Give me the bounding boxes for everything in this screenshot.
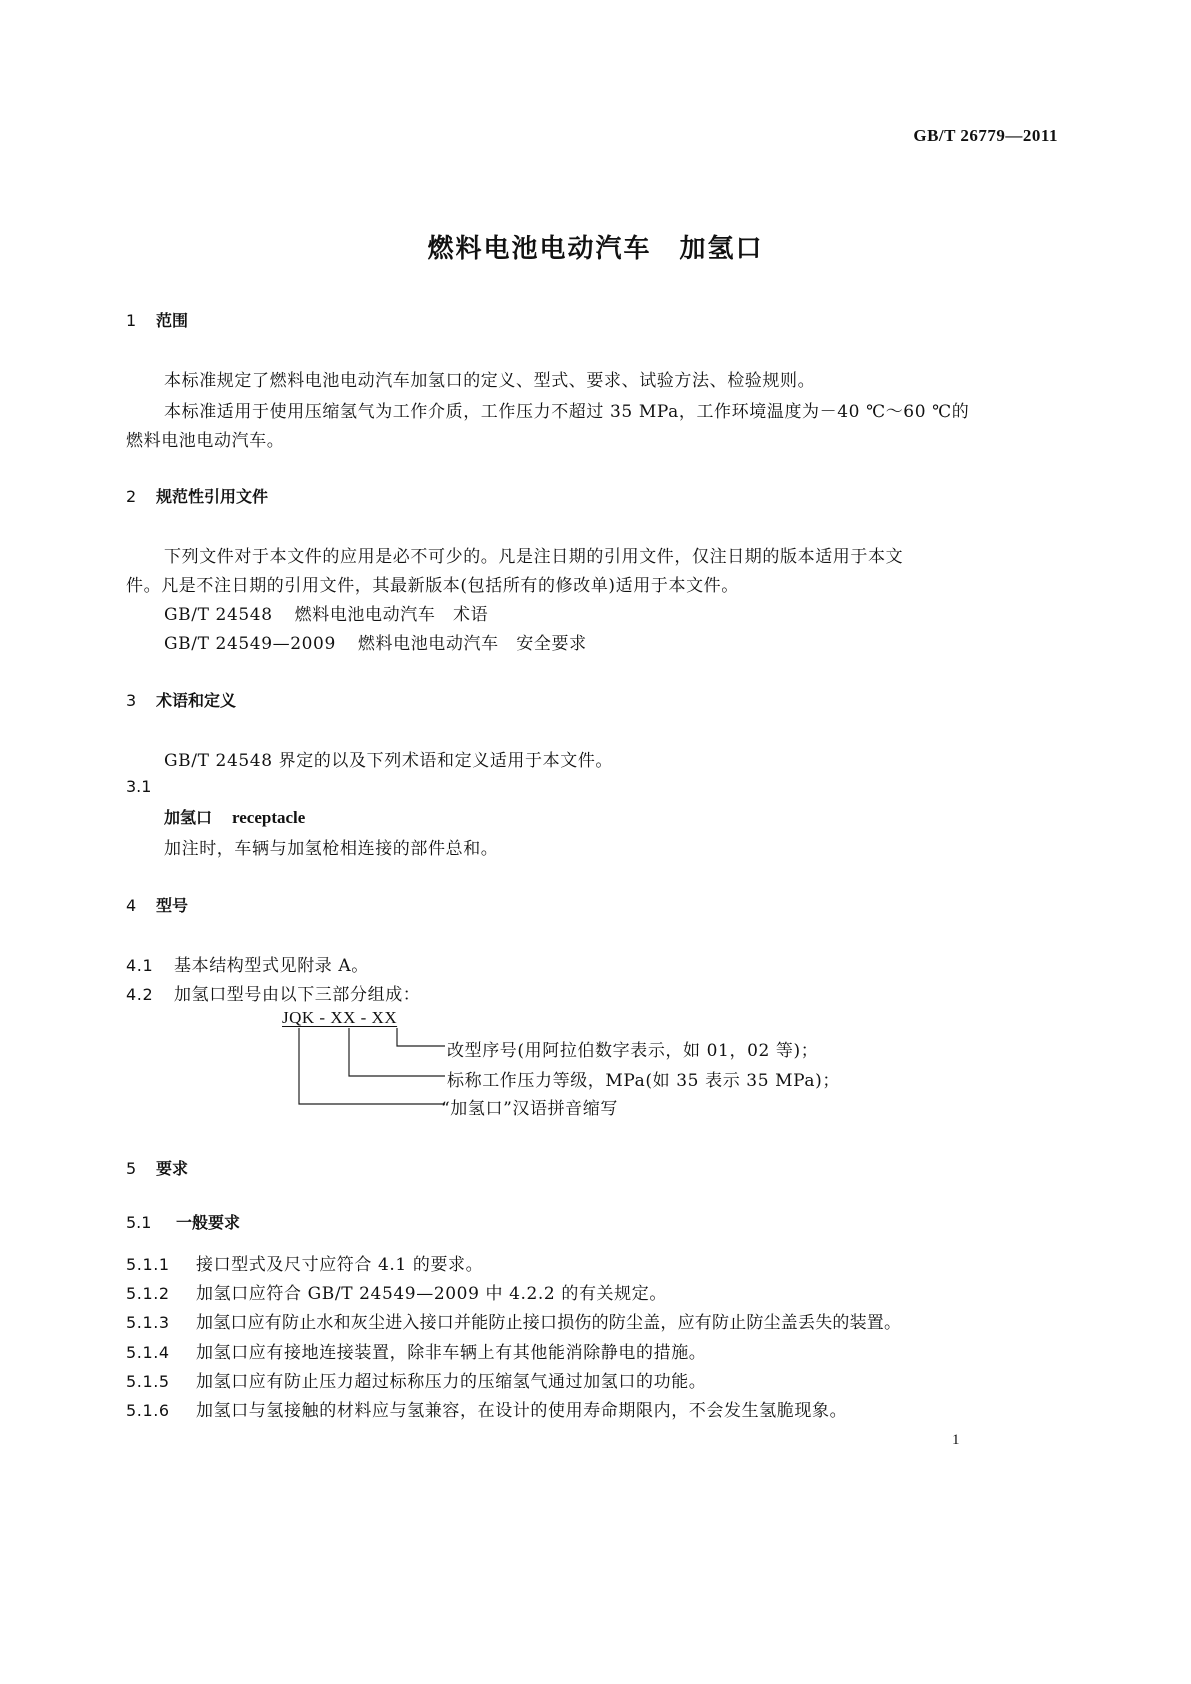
designation-connector-lines [280,1028,460,1110]
clause-number: 5.1.5 [126,1372,170,1391]
paragraph-line: 燃料电池电动汽车。 [126,431,285,451]
clause-text: 基本结构型式见附录 A。 [174,956,369,976]
subsection-number: 5.1 [126,1213,152,1232]
clause-5-1-4 [126,1338,706,1363]
clause-4-2 [126,980,420,1005]
reference-title: 燃料电池电动汽车 安全要求 [357,634,587,654]
section-2-heading [126,484,268,507]
clause-5-1-2 [126,1279,667,1304]
clause-text: 接口型式及尺寸应符合 4.1 的要求。 [196,1255,484,1275]
section-number: 3 [126,691,137,710]
subsection-title: 一般要求 [176,1213,241,1232]
section-number: 2 [126,487,137,506]
designation-label-abbreviation: “加氢口”汉语拼音缩写 [441,1099,618,1119]
connector-line-modification [397,1028,445,1046]
term-entry [164,805,305,828]
clause-text: 加氢口与氢接触的材料应与氢兼容，在设计的使用寿命期限内，不会发生氢脆现象。 [196,1401,848,1421]
section-title: 要求 [156,1159,189,1178]
reference-code: GB/T 24549—2009 [164,634,336,654]
clause-number: 4.1 [126,956,154,975]
clause-text: 加氢口应符合 GB/T 24549—2009 中 4.2.2 的有关规定。 [196,1284,667,1304]
section-4-heading [126,893,188,916]
section-title: 规范性引用文件 [156,487,269,506]
paragraph: 本标准规定了燃料电池电动汽车加氢口的定义、型式、要求、试验方法、检验规则。 [164,371,816,391]
page-number: 1 [952,1432,960,1448]
clause-text: 加氢口应有接地连接装置，除非车辆上有其他能消除静电的措施。 [196,1343,707,1363]
section-title: 术语和定义 [156,691,237,710]
clause-text: 加氢口应有防止水和灰尘进入接口并能防止接口损伤的防尘盖，应有防止防尘盖丢失的装置。 [196,1313,902,1333]
standard-number: GB/T 26779—2011 [913,126,1058,145]
clause-number: 5.1.6 [126,1401,170,1420]
paragraph-line: 件。凡是不注日期的引用文件，其最新版本(包括所有的修改单)适用于本文件。 [126,576,739,596]
clause-text: 加氢口应有防止压力超过标称压力的压缩氢气通过加氢口的功能。 [196,1372,707,1392]
normative-reference [164,629,587,654]
clause-number: 4.2 [126,985,154,1004]
paragraph-line: 下列文件对于本文件的应用是必不可少的。凡是注日期的引用文件，仅注日期的版本适用于本文 [164,547,904,567]
paragraph: GB/T 24548 界定的以及下列术语和定义适用于本文件。 [164,751,614,771]
clause-number: 5.1.1 [126,1255,170,1274]
clause-number: 5.1.2 [126,1284,170,1303]
clause-5-1-3 [126,1308,901,1333]
model-code: JQK - XX - XX [282,1008,398,1027]
clause-5-1-6 [126,1396,847,1421]
term-chinese: 加氢口 [164,808,213,827]
clause-5-1-1 [126,1250,483,1275]
subsection-5-1-heading [126,1210,240,1233]
designation-label-modification: 改型序号(用阿拉伯数字表示，如 01，02 等)； [447,1041,819,1061]
term-number: 3.1 [126,777,152,796]
section-5-heading [126,1156,188,1179]
section-title: 型号 [156,896,189,915]
clause-text: 加氢口型号由以下三部分组成： [174,985,421,1005]
clause-5-1-5 [126,1367,706,1392]
term-definition: 加注时，车辆与加氢枪相连接的部件总和。 [164,839,499,859]
clause-number: 5.1.4 [126,1343,170,1362]
clause-4-1 [126,951,369,976]
normative-reference [164,600,488,625]
clause-number: 5.1.3 [126,1313,170,1332]
designation-label-pressure: 标称工作压力等级，MPa(如 35 表示 35 MPa)； [447,1071,840,1091]
connector-line-abbreviation [299,1028,445,1104]
reference-title: 燃料电池电动汽车 术语 [294,605,489,625]
paragraph-line: 本标准适用于使用压缩氢气为工作介质，工作压力不超过 35 MPa，工作环境温度为－40 ℃～60 ℃的 [164,402,970,422]
term-english: receptacle [232,808,306,827]
section-1-heading [126,308,188,331]
section-3-heading [126,688,236,711]
section-number: 4 [126,896,137,915]
section-title: 范围 [156,311,189,330]
section-number: 5 [126,1159,137,1178]
section-number: 1 [126,311,137,330]
reference-code: GB/T 24548 [164,605,273,625]
document-title: 燃料电池电动汽车 加氢口 [427,234,764,264]
